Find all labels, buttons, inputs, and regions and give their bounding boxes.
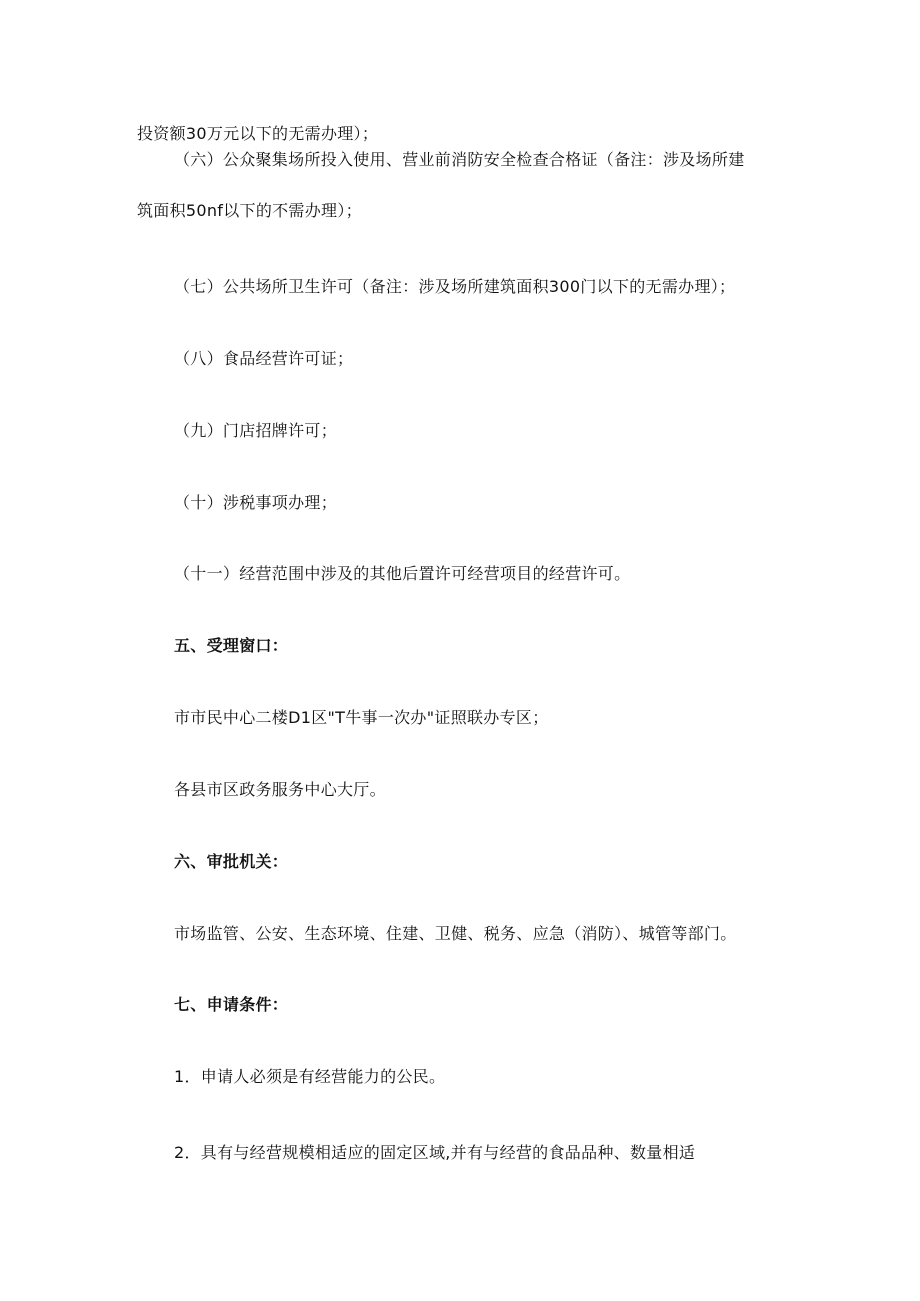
text-line: （九）门店招牌许可；	[174, 421, 338, 440]
text-line: （六）公众聚集场所投入使用、营业前消防安全检查合格证（备注：涉及场所建	[174, 150, 745, 169]
section-heading: 七、申请条件：	[174, 995, 289, 1014]
text-line: （七）公共场所卫生许可（备注：涉及场所建筑面积300门以下的无需办理）；	[174, 277, 736, 296]
text-line: （十一）经营范围中涉及的其他后置许可经营项目的经营许可。	[174, 564, 631, 583]
text-line: 2．具有与经营规模相适应的固定区域,并有与经营的食品品种、数量相适	[174, 1143, 696, 1162]
text-line: 投资额30万元以下的无需办理）；	[137, 124, 379, 143]
text-line: 市市民中心二楼D1区"T牛事一次办"证照联办专区；	[174, 708, 549, 727]
text-line: （十）涉税事项办理；	[174, 493, 338, 512]
text-line: 1．申请人必须是有经营能力的公民。	[174, 1067, 446, 1086]
text-line: （八）食品经营许可证；	[174, 349, 354, 368]
text-line: 市场监管、公安、生态环境、住建、卫健、税务、应急（消防）、城管等部门。	[174, 924, 737, 943]
section-heading: 六、审批机关：	[174, 852, 289, 871]
text-line: 各县市区政务服务中心大厅。	[174, 780, 386, 799]
text-line: 筑面积50nf以下的不需办理）；	[137, 201, 362, 220]
section-heading: 五、受理窗口：	[174, 636, 289, 655]
